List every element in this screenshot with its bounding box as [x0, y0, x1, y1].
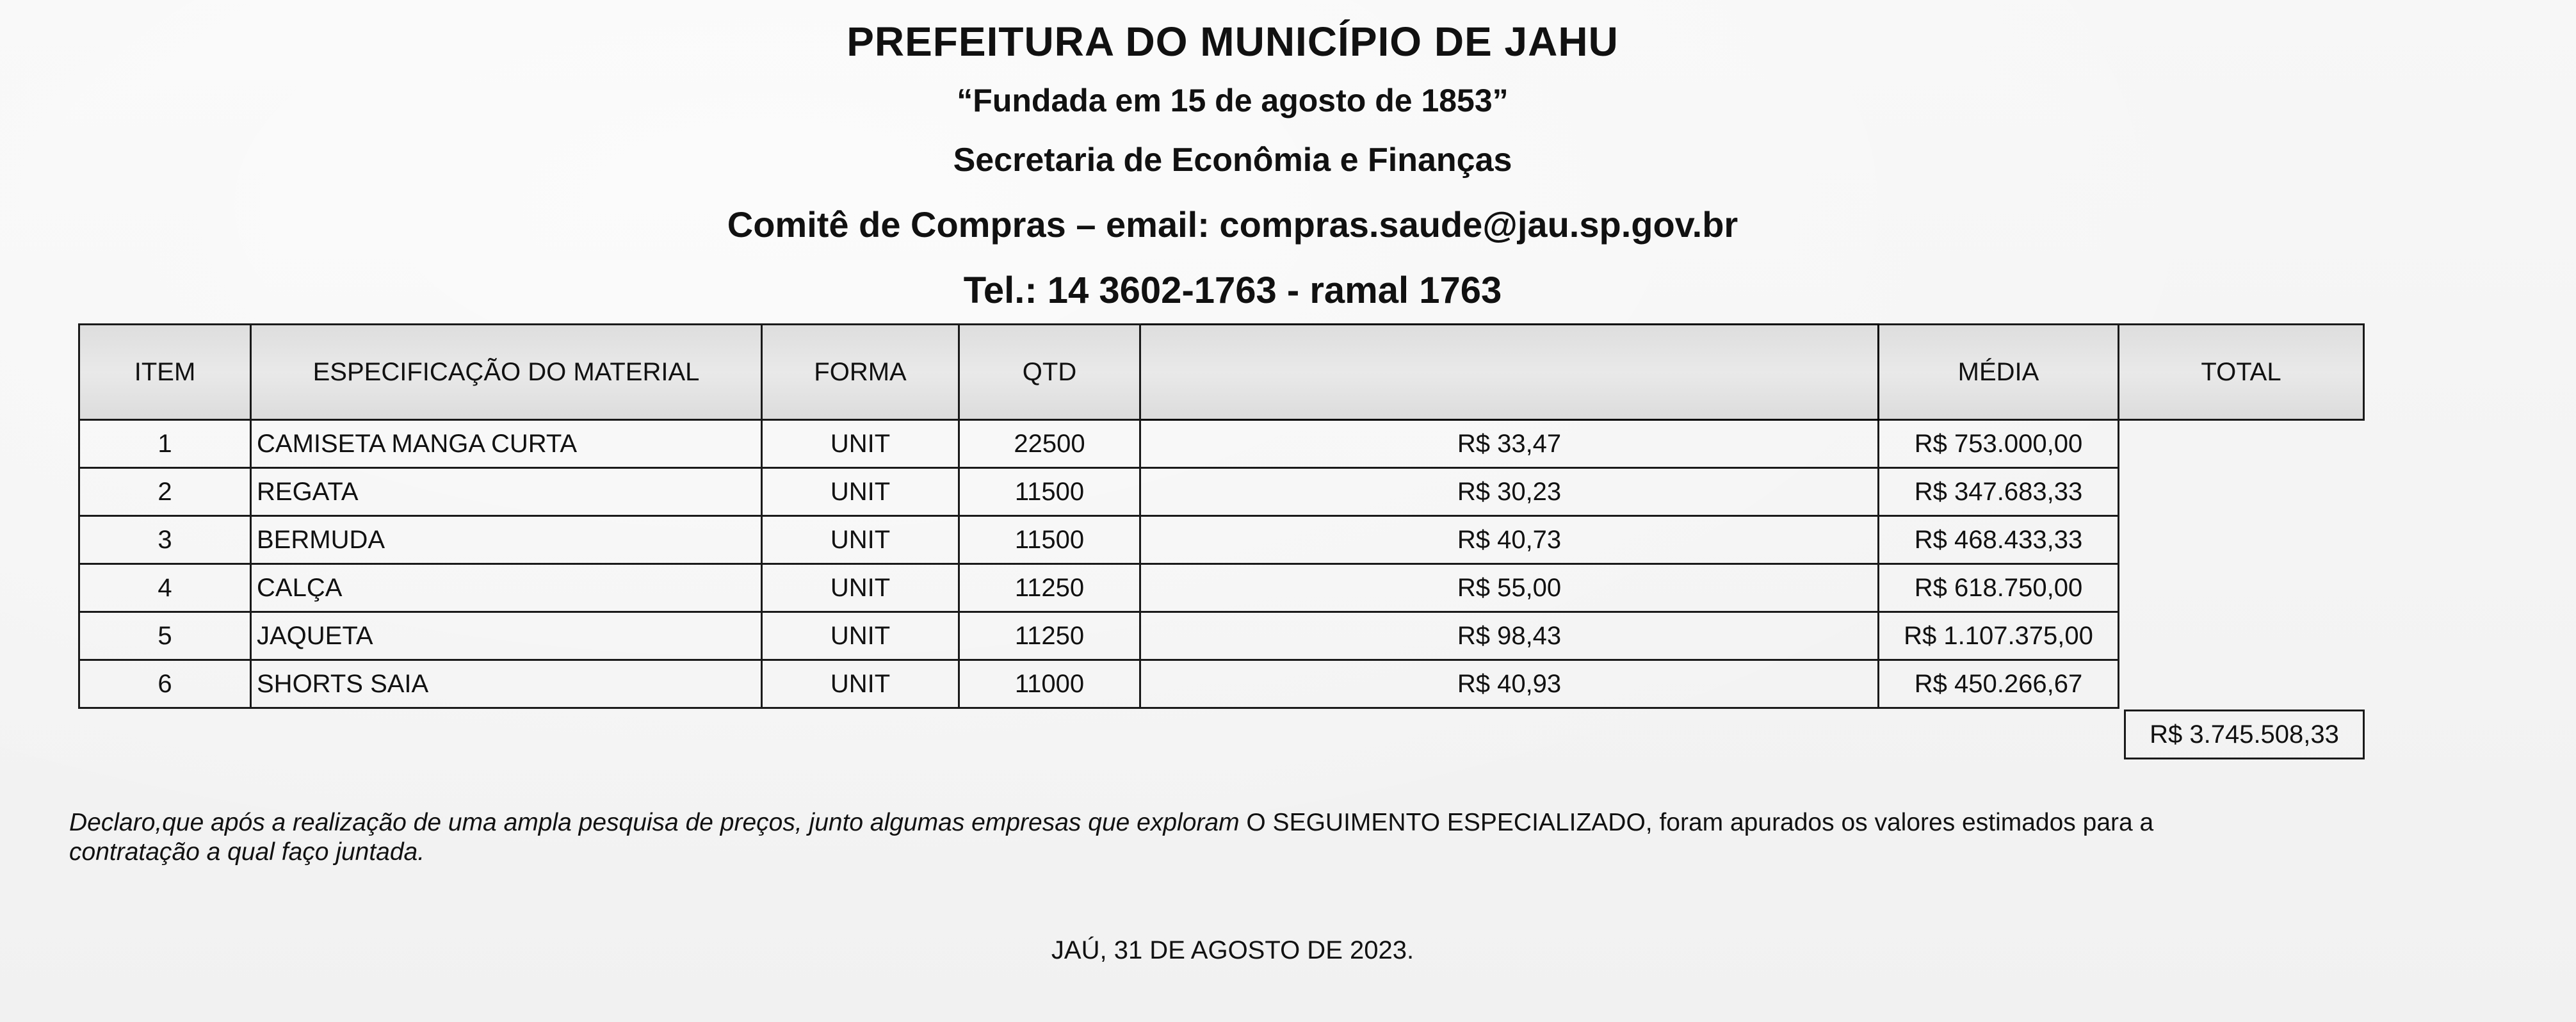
- cell-qtd: 22500: [959, 420, 1140, 468]
- col-header-total: TOTAL: [2119, 325, 2364, 420]
- cell-spec: JAQUETA: [251, 612, 762, 660]
- col-header-spec: ESPECIFICAÇÃO DO MATERIAL: [251, 325, 762, 420]
- col-header-forma: FORMA: [762, 325, 959, 420]
- cell-spec: BERMUDA: [251, 516, 762, 564]
- cell-qtd: 11250: [959, 612, 1140, 660]
- committee-contact: Comitê de Compras – email: compras.saude@jau.sp.gov.br: [727, 204, 1738, 245]
- cell-forma: UNIT: [762, 660, 959, 708]
- department-name: Secretaria de Econômia e Finanças: [953, 142, 1512, 179]
- cell-spec: SHORTS SAIA: [251, 660, 762, 708]
- cell-media: R$ 33,47: [1140, 420, 1879, 468]
- cell-total: R$ 450.266,67: [1879, 660, 2119, 708]
- date-line: JAÚ, 31 DE AGOSTO DE 2023.: [1051, 936, 1414, 964]
- table-row: [79, 612, 2364, 660]
- cell-media: R$ 55,00: [1140, 564, 1879, 612]
- cell-media: R$ 30,23: [1140, 468, 1879, 516]
- cell-forma: UNIT: [762, 468, 959, 516]
- cell-qtd: 11000: [959, 660, 1140, 708]
- table-header-row: [79, 325, 2364, 420]
- price-table: [78, 323, 2365, 709]
- grand-total-cell: R$ 3.745.508,33: [2124, 710, 2365, 759]
- cell-spec: REGATA: [251, 468, 762, 516]
- cell-media: R$ 40,93: [1140, 660, 1879, 708]
- phone-line: Tel.: 14 3602-1763 - ramal 1763: [963, 270, 1502, 311]
- redacted-block: [1140, 325, 1879, 420]
- cell-total: R$ 753.000,00: [1879, 420, 2119, 468]
- declaration-part-1: Declaro,que após a realização de uma ampla pesquisa de preços, junto algumas empresas que exploram: [69, 809, 1247, 836]
- col-header-media: MÉDIA: [1879, 325, 2119, 420]
- cell-item: 3: [79, 516, 251, 564]
- cell-total: R$ 468.433,33: [1879, 516, 2119, 564]
- cell-spec: CAMISETA MANGA CURTA: [251, 420, 762, 468]
- cell-forma: UNIT: [762, 516, 959, 564]
- col-header-item: ITEM: [79, 325, 251, 420]
- founded-subtitle: “Fundada em 15 de agosto de 1853”: [957, 83, 1509, 118]
- cell-total: R$ 1.107.375,00: [1879, 612, 2119, 660]
- cell-qtd: 11250: [959, 564, 1140, 612]
- cell-media: R$ 40,73: [1140, 516, 1879, 564]
- col-header-qtd: QTD: [959, 325, 1140, 420]
- table-row: [79, 516, 2364, 564]
- cell-item: 5: [79, 612, 251, 660]
- cell-forma: UNIT: [762, 420, 959, 468]
- declaration-part-3: contratação a qual faço juntada.: [69, 838, 425, 866]
- cell-forma: UNIT: [762, 564, 959, 612]
- table-row: [79, 468, 2364, 516]
- cell-item: 1: [79, 420, 251, 468]
- declaration-text: [69, 808, 2387, 867]
- cell-item: 6: [79, 660, 251, 708]
- table-row: [79, 564, 2364, 612]
- cell-media: R$ 98,43: [1140, 612, 1879, 660]
- table-row: [79, 660, 2364, 708]
- table-row: [79, 420, 2364, 468]
- document-title: PREFEITURA DO MUNICÍPIO DE JAHU: [847, 19, 1619, 65]
- cell-spec: CALÇA: [251, 564, 762, 612]
- cell-qtd: 11500: [959, 468, 1140, 516]
- declaration-part-2: O SEGUIMENTO ESPECIALIZADO, foram apurados os valores estimados para a: [1246, 809, 2154, 836]
- cell-forma: UNIT: [762, 612, 959, 660]
- cell-item: 4: [79, 564, 251, 612]
- cell-total: R$ 618.750,00: [1879, 564, 2119, 612]
- cell-qtd: 11500: [959, 516, 1140, 564]
- cell-item: 2: [79, 468, 251, 516]
- cell-total: R$ 347.683,33: [1879, 468, 2119, 516]
